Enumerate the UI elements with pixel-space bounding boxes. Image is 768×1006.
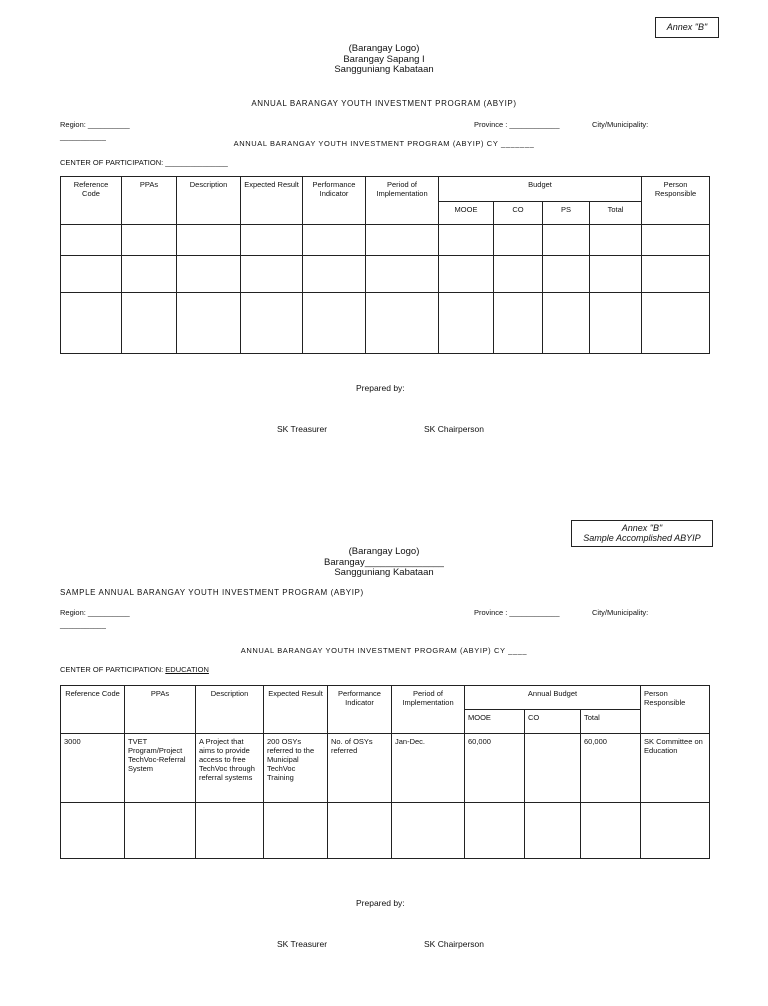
city-field: City/Municipality: [592, 120, 649, 129]
sk-chairperson-signatory: SK Chairperson [424, 424, 485, 434]
form-header [284, 547, 484, 579]
annex-text: Annex "B" [621, 523, 663, 533]
header-reference-code: Reference Code [61, 686, 125, 734]
header-budget: Budget [439, 177, 642, 202]
barangay-logo-placeholder: (Barangay Logo) [348, 43, 420, 54]
cell-period: Jan-Dec. [392, 734, 465, 803]
barangay-logo-placeholder: (Barangay Logo) [348, 546, 420, 557]
header-annual-budget: Annual Budget [465, 686, 641, 710]
region-field-continuation: ___________ [60, 132, 106, 141]
form-title: ANNUAL BARANGAY YOUTH INVESTMENT PROGRAM (ABYIP) [251, 99, 517, 108]
header-person-responsible: Person Responsible [641, 686, 710, 734]
abyip-table [60, 176, 710, 354]
header-performance-indicator: Performance Indicator [328, 686, 392, 734]
council-name: Sangguniang Kabataan [334, 567, 434, 578]
annex-text: Annex "B" [666, 22, 708, 32]
header-mooe: MOOE [439, 202, 494, 225]
header-period: Period of Implementation [392, 686, 465, 734]
cell-expected-result: 200 OSYs referred to the Municipal TechVoc Training [264, 734, 328, 803]
council-name: Sangguniang Kabataan [334, 64, 434, 75]
sk-chairperson-signatory: SK Chairperson [424, 939, 485, 949]
header-co: CO [494, 202, 543, 225]
header-mooe: MOOE [465, 710, 525, 734]
sk-treasurer-signatory: SK Treasurer [277, 424, 328, 434]
header-co: CO [525, 710, 581, 734]
abyip-sample-table [60, 685, 710, 859]
cell-person-responsible: SK Committee on Education [641, 734, 710, 803]
table-row [61, 293, 710, 354]
center-of-participation: CENTER OF PARTICIPATION: _______________ [60, 158, 228, 167]
table-row [61, 734, 710, 803]
cell-ppas: TVET Program/Project TechVoc-Referral System [125, 734, 196, 803]
header-expected-result: Expected Result [241, 177, 303, 225]
header-person-responsible: Person Responsible [642, 177, 710, 225]
header-reference-code: Reference Code [61, 177, 122, 225]
prepared-by-label: Prepared by: [356, 898, 405, 908]
annex-label [571, 520, 713, 547]
header-period: Period of Implementation [366, 177, 439, 225]
center-value: EDUCATION [165, 665, 209, 674]
table-row [61, 803, 710, 859]
barangay-name: Barangay Sapang I [343, 53, 425, 65]
header-expected-result: Expected Result [264, 686, 328, 734]
header-total: Total [581, 710, 641, 734]
region-field: Region: __________ [60, 120, 130, 129]
cell-description: A Project that aims to provide access to free TechVoc through referral systems [196, 734, 264, 803]
annex-subtitle: Sample Accomplished ABYIP [583, 533, 701, 543]
sk-treasurer-signatory: SK Treasurer [277, 939, 328, 949]
province-field: Province : ____________ [474, 120, 560, 129]
form-subtitle: ANNUAL BARANGAY YOUTH INVESTMENT PROGRAM (ABYIP) CY ____ [240, 646, 528, 655]
table-row [61, 256, 710, 293]
cell-reference-code: 3000 [61, 734, 125, 803]
province-field: Province : ____________ [474, 608, 560, 617]
header-ppas: PPAs [125, 686, 196, 734]
city-field: City/Municipality: [592, 608, 649, 617]
region-field: Region: __________ [60, 608, 130, 617]
barangay-name: Barangay_______________ [324, 556, 444, 568]
header-description: Description [177, 177, 241, 225]
center-label: CENTER OF PARTICIPATION: [60, 665, 166, 674]
header-ppas: PPAs [122, 177, 177, 225]
cell-performance-indicator: No. of OSYs referred [328, 734, 392, 803]
header-total: Total [590, 202, 642, 225]
header-description: Description [196, 686, 264, 734]
center-of-participation [60, 665, 209, 674]
form-title: SAMPLE ANNUAL BARANGAY YOUTH INVESTMENT PROGRAM (ABYIP) [60, 588, 364, 597]
cell-mooe: 60,000 [465, 734, 525, 803]
header-performance-indicator: Performance Indicator [303, 177, 366, 225]
form-header [284, 44, 484, 76]
prepared-by-label: Prepared by: [356, 383, 405, 393]
table-row [61, 225, 710, 256]
annex-label [655, 17, 719, 38]
cell-co [525, 734, 581, 803]
header-ps: PS [543, 202, 590, 225]
form-subtitle: ANNUAL BARANGAY YOUTH INVESTMENT PROGRAM (ABYIP) CY _______ [233, 139, 535, 148]
region-field-continuation: ___________ [60, 620, 106, 629]
cell-total: 60,000 [581, 734, 641, 803]
